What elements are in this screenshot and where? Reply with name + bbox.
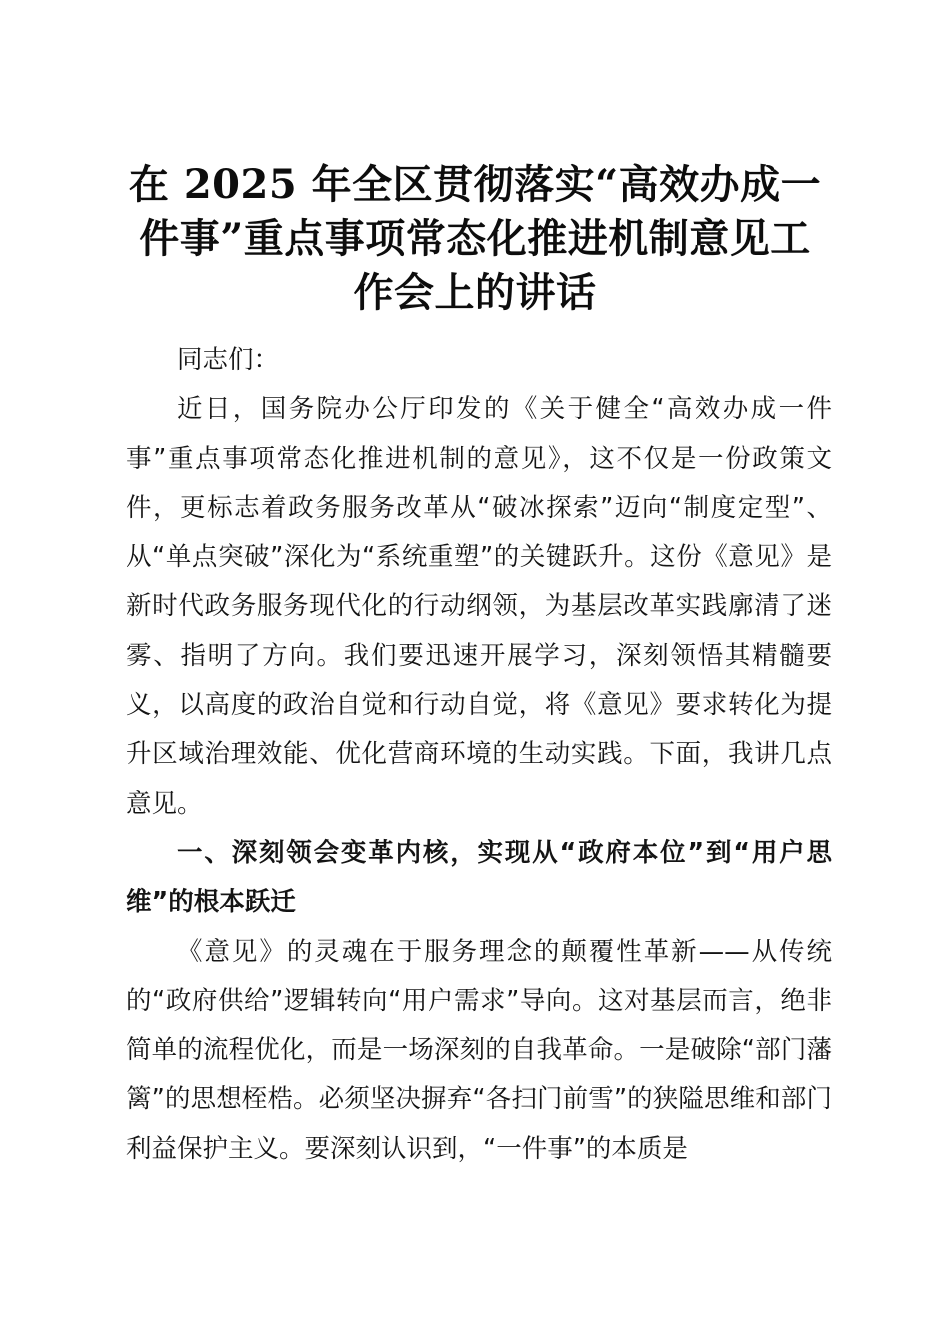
document-body xyxy=(126,336,832,1174)
body-paragraph: 近日，国务院办公厅印发的《关于健全“高效办成一件事”重点事项常态化推进机制的意见》，这不仅是一份政策文件，更标志着政务服务改革从“破冰探索”迈向“制度定型”、从“单点突破”深化为“系统重塑”的关键跃升。这份《意见》是新时代政务服务现代化的行动纲领，为基层改革实践廓清了迷雾、指明了方向。我们要迅速开展学习，深刻领悟其精髓要义，以高度的政治自觉和行动自觉，将《意见》要求转化为提升区域治理效能、优化营商环境的生动实践。下面，我讲几点意见。 xyxy=(126,394,832,819)
salutation: 同志们： xyxy=(177,345,280,375)
document-title: 在 2025 年全区贯彻落实“高效办成一件事”重点事项常态化推进机制意见工作会上的讲话 xyxy=(128,161,822,316)
section-heading: 一、深刻领会变革内核，实现从“政府本位”到“用户思维”的根本跃迁 xyxy=(126,837,832,918)
body-paragraph: 《意见》的灵魂在于服务理念的颠覆性革新——从传统的“政府供给”逻辑转向“用户需求”导向。这对基层而言，绝非简单的流程优化，而是一场深刻的自我革命。一是破除“部门藩篱”的思想桎梏。必须坚决摒弃“各扫门前雪”的狭隘思维和部门利益保护主义。要深刻认识到，“一件事”的本质是 xyxy=(126,936,832,1164)
